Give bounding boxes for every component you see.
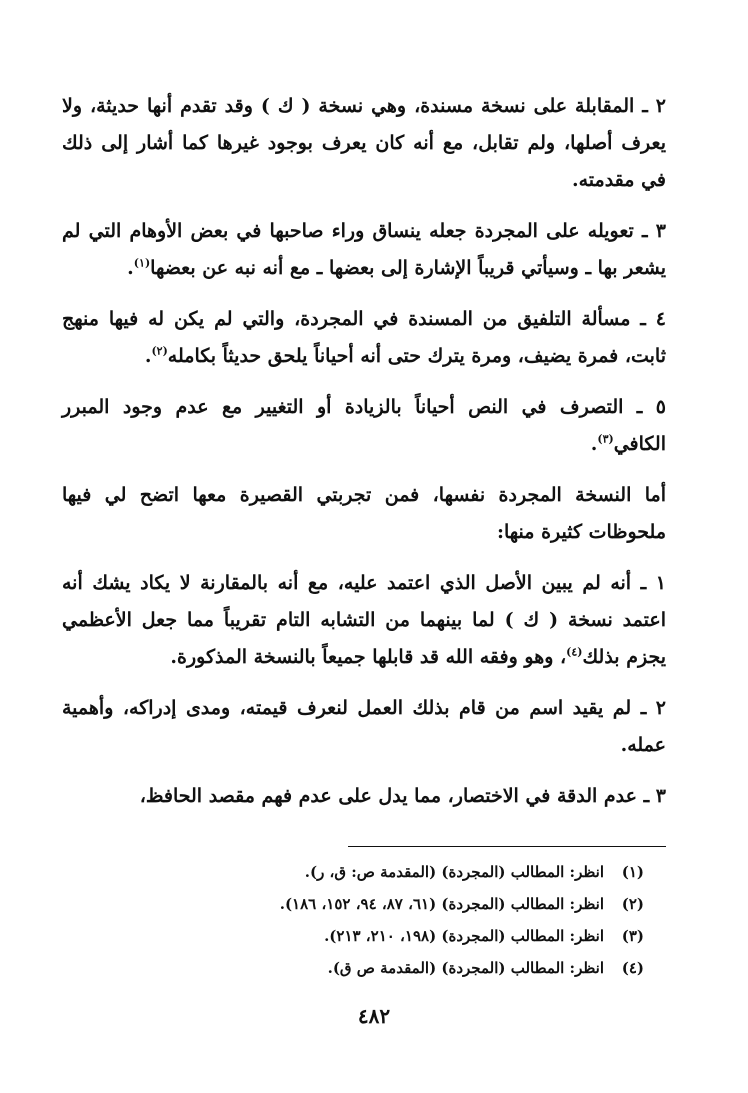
paragraph-text: ٣ ـ تعويله على المجردة جعله ينساق وراء صاحبها في بعض الأوهام التي لم يشعر بها ـ وسيأتي قريباً الإشارة إلى بعضها ـ مع أنه نبه عن بعضها xyxy=(62,220,666,279)
paragraph-note-2 xyxy=(62,690,666,764)
footnote-text: انظر: المطالب (المجردة) (٦١، ٨٧، ٩٤، ١٥٢، ١٨٦). xyxy=(279,895,604,913)
footnote-ref: (٢) xyxy=(151,344,168,358)
paragraph-intro xyxy=(62,477,666,551)
paragraph-text: ٢ ـ المقابلة على نسخة مسندة، وهي نسخة ( ك ) وقد تقدم أنها حديثة، ولا يعرف أصلها، ولم تقابل، مع أنه كان يعرف بوجود غيرها كما أشار إلى ذلك في مقدمته. xyxy=(62,95,666,191)
paragraph-item-4 xyxy=(62,301,666,375)
main-text xyxy=(62,88,666,815)
footnote-ref: (٣) xyxy=(597,432,614,446)
paragraph-note-3 xyxy=(62,778,666,815)
footnote-separator xyxy=(348,846,666,847)
footnote-text: انظر: المطالب (المجردة) (المقدمة ص: ق، ر). xyxy=(304,863,604,881)
footnote-item xyxy=(84,920,644,952)
footnote-item xyxy=(84,856,644,888)
paragraph-text: ٣ ـ عدم الدقة في الاختصار، مما يدل على عدم فهم مقصد الحافظ، xyxy=(139,785,666,807)
footnotes xyxy=(84,856,644,984)
paragraph-text: ٢ ـ لم يقيد اسم من قام بذلك العمل لنعرف قيمته، ومدى إدراكه، وأهمية عمله. xyxy=(62,697,666,756)
paragraph-tail: . xyxy=(127,257,134,279)
footnote-ref: (٤) xyxy=(566,645,583,659)
paragraph-text: ١ ـ أنه لم يبين الأصل الذي اعتمد عليه، مع أنه بالمقارنة لا يكاد يشك أنه اعتمد نسخة ( ك ) لما بينهما من التشابه التام تقريباً مما جعل الأعظمي يجزم بذلك xyxy=(62,572,666,668)
footnote-number: (٢) xyxy=(621,895,644,913)
paragraph-tail: . xyxy=(590,433,598,455)
paragraph-item-5 xyxy=(62,389,666,463)
paragraph-text: ٥ ـ التصرف في النص أحياناً بالزيادة أو التغيير مع عدم وجود المبرر الكافي xyxy=(62,396,666,455)
paragraph-tail: . xyxy=(144,345,152,367)
footnote-item xyxy=(84,952,644,984)
paragraph-item-3 xyxy=(62,213,666,287)
page-number: ٤٨٢ xyxy=(357,1004,391,1028)
footnote-number: (٤) xyxy=(621,959,644,977)
footnote-number: (٣) xyxy=(621,927,644,945)
footnote-text: انظر: المطالب (المجردة) (١٩٨، ٢١٠، ٢١٣). xyxy=(324,927,604,945)
footnote-ref: (١) xyxy=(133,256,151,270)
paragraph-item-2 xyxy=(62,88,666,199)
footnote-item xyxy=(84,888,644,920)
paragraph-text: أما النسخة المجردة نفسها، فمن تجربتي القصيرة معها اتضح لي فيها ملحوظات كثيرة منها: xyxy=(62,484,666,543)
paragraph-text: ٤ ـ مسألة التلفيق من المسندة في المجردة، والتي لم يكن له فيها منهج ثابت، فمرة يضيف، ومرة يترك حتى أنه أحياناً يلحق حديثاً بكامله xyxy=(62,308,666,367)
paragraph-tail: ، وهو وفقه الله قد قابلها جميعاً بالنسخة المذكورة. xyxy=(170,646,567,668)
footnote-text: انظر: المطالب (المجردة) (المقدمة ص ق). xyxy=(327,959,604,977)
footnote-number: (١) xyxy=(621,863,644,881)
paragraph-note-1 xyxy=(62,565,666,676)
